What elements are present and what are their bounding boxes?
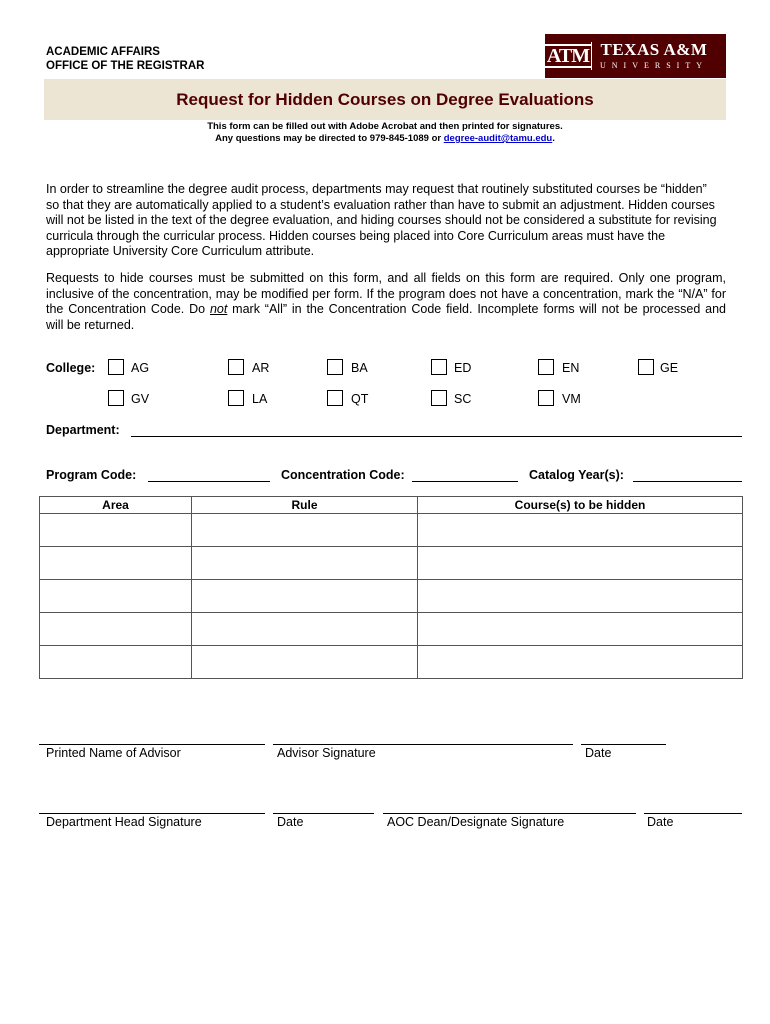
catalog-years-label: Catalog Year(s): <box>529 468 624 482</box>
catalog-years-field[interactable] <box>633 481 742 482</box>
courses-cell[interactable] <box>418 547 743 580</box>
table-header-row <box>40 497 743 514</box>
department-label: Department: <box>46 423 120 437</box>
concentration-code-label: Concentration Code: <box>281 468 405 482</box>
logo-divider <box>591 42 592 70</box>
department-field[interactable] <box>131 436 742 437</box>
college-option-label: GE <box>660 361 679 375</box>
college-checkbox-la[interactable] <box>228 390 244 406</box>
requests-line: will be returned. <box>46 317 135 332</box>
advisor-name-line[interactable] <box>39 744 265 745</box>
courses-cell[interactable] <box>418 580 743 613</box>
atm-logo-mark: ATM <box>546 45 590 67</box>
table-row <box>40 613 743 646</box>
requests-line: Requests to hide courses must be submitted on this form, and all fields on this form are required. Only one program, <box>46 271 726 285</box>
rule-cell[interactable] <box>192 613 418 646</box>
college-checkbox-ba[interactable] <box>327 359 343 375</box>
requests-paragraph <box>46 271 726 333</box>
college-checkbox-sc[interactable] <box>431 390 447 406</box>
college-option-label: BA <box>351 361 368 375</box>
subtitle-line-1: This form can be filled out with Adobe Acrobat and then printed for signatures. <box>207 121 563 132</box>
department-head-date-line[interactable] <box>273 813 374 814</box>
intro-line: so that they are automatically applied to a student’s evaluation rather than have to submit an adjustment. Hidden courses <box>46 197 715 212</box>
college-option-label: SC <box>454 392 472 406</box>
aoc-dean-date-line[interactable] <box>644 813 742 814</box>
college-option-label: LA <box>252 392 268 406</box>
college-option-label: ED <box>454 361 472 375</box>
program-code-label: Program Code: <box>46 468 137 482</box>
college-option-label: EN <box>562 361 580 375</box>
email-link[interactable]: degree-audit@tamu.edu <box>443 133 553 144</box>
college-option-label: GV <box>131 392 150 406</box>
area-cell[interactable] <box>40 514 192 547</box>
hidden-courses-table <box>39 496 743 679</box>
intro-line: appropriate University Core Curriculum attribute. <box>46 244 315 258</box>
logo-texas-am: TEXAS A&M <box>600 40 708 59</box>
title-band <box>44 79 726 120</box>
college-checkbox-gv[interactable] <box>108 390 124 406</box>
registrar-label: OFFICE OF THE REGISTRAR <box>46 60 205 72</box>
not-emphasis: not <box>209 302 228 316</box>
college-option-label: VM <box>562 392 581 406</box>
rule-cell[interactable] <box>192 514 418 547</box>
requests-line: the Concentration Code. Do not mark “All” in the Concentration Code field. Incomplete forms will not be processed and <box>46 302 726 316</box>
advisor-signature-label: Advisor Signature <box>277 746 376 760</box>
college-option-label: AR <box>252 361 270 375</box>
intro-line: curricula through the curricular process. Hidden courses being placed into Core Curriculum areas must have the <box>46 228 666 243</box>
college-checkbox-ag[interactable] <box>108 359 124 375</box>
aoc-dean-date-label: Date <box>647 815 674 829</box>
column-header-rule: Rule <box>192 497 418 514</box>
advisor-date-label: Date <box>585 746 612 760</box>
column-header-area: Area <box>40 497 192 514</box>
advisor-signature-line[interactable] <box>273 744 573 745</box>
intro-paragraph <box>46 182 726 260</box>
table-row <box>40 646 743 679</box>
advisor-name-label: Printed Name of Advisor <box>46 746 181 760</box>
rule-cell[interactable] <box>192 646 418 679</box>
subtitle-line-2: Any questions may be directed to 979-845-1089 or degree-audit@tamu.edu. <box>215 133 555 144</box>
concentration-code-field[interactable] <box>412 481 518 482</box>
area-cell[interactable] <box>40 547 192 580</box>
logo-university: UNIVERSITY <box>600 61 708 70</box>
office-heading <box>46 45 204 73</box>
intro-line: will not be listed in the text of the degree evaluation, and hiding courses should not be considered a substitute for revising <box>46 213 717 227</box>
aoc-dean-signature-line[interactable] <box>383 813 636 814</box>
college-checkbox-vm[interactable] <box>538 390 554 406</box>
college-checkbox-ar[interactable] <box>228 359 244 375</box>
courses-cell[interactable] <box>418 514 743 547</box>
college-checkbox-en[interactable] <box>538 359 554 375</box>
academic-affairs-label: ACADEMIC AFFAIRS <box>46 46 160 58</box>
rule-cell[interactable] <box>192 547 418 580</box>
table-row <box>40 547 743 580</box>
requests-line: inclusive of the concentration, may be modified per form. If the program does not have a concentration, mark the “N/A” for <box>46 286 726 301</box>
college-option-label: QT <box>351 392 369 406</box>
college-option-label: AG <box>131 361 150 375</box>
college-checkbox-ge[interactable] <box>638 359 654 375</box>
area-cell[interactable] <box>40 646 192 679</box>
area-cell[interactable] <box>40 580 192 613</box>
college-checkbox-ed[interactable] <box>431 359 447 375</box>
department-head-date-label: Date <box>277 815 304 829</box>
program-code-field[interactable] <box>148 481 270 482</box>
aoc-dean-signature-label: AOC Dean/Designate Signature <box>387 815 565 829</box>
college-label: College: <box>46 361 96 375</box>
page-title: Request for Hidden Courses on Degree Evaluations <box>176 89 594 109</box>
department-head-signature-label: Department Head Signature <box>46 815 202 829</box>
courses-cell[interactable] <box>418 646 743 679</box>
department-head-signature-line[interactable] <box>39 813 265 814</box>
courses-cell[interactable] <box>418 613 743 646</box>
table-row <box>40 580 743 613</box>
intro-line: In order to streamline the degree audit process, departments may request that routinely substituted courses be “hidden” <box>46 182 707 196</box>
column-header-courses: Course(s) to be hidden <box>418 497 743 514</box>
college-checkbox-qt[interactable] <box>327 390 343 406</box>
advisor-date-line[interactable] <box>581 744 666 745</box>
area-cell[interactable] <box>40 613 192 646</box>
table-row <box>40 514 743 547</box>
tamu-logo <box>545 34 726 78</box>
rule-cell[interactable] <box>192 580 418 613</box>
